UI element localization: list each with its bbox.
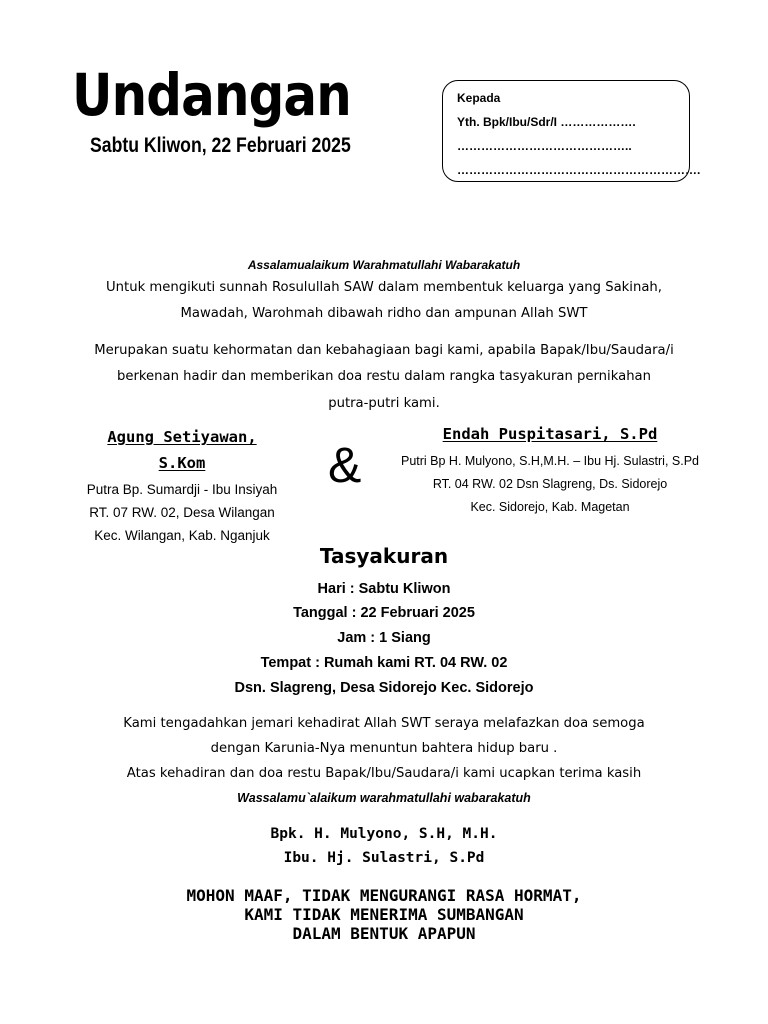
opening-paragraph-2-line-1: Merupakan suatu kehormatan dan kebahagiaan bagi kami, apabila Bapak/Ibu/Saudara/i: [94, 343, 674, 358]
groom-name-line-2: S.Kom: [158, 454, 206, 472]
opening-paragraph-1-line-2: Mawadah, Warohmah dibawah ridho dan ampunan Allah SWT: [180, 306, 588, 321]
groom-parents: Putra Bp. Sumardji - Ibu Insiyah: [86, 482, 278, 497]
host-father: Bpk. H. Mulyono, S.H, M.H.: [270, 826, 498, 842]
groom-name-line-1: Agung Setiyawan,: [107, 428, 257, 446]
event-place-line-1: Tempat : Rumah kami RT. 04 RW. 02: [260, 655, 508, 671]
bride-parents: Putri Bp H. Mulyono, S.H,M.H. – Ibu Hj. Sulastri, S.Pd: [400, 454, 700, 468]
groom-address-2: Kec. Wilangan, Kab. Nganjuk: [94, 528, 270, 543]
closing-line-2: dengan Karunia-Nya menuntun bahtera hidup baru .: [210, 741, 558, 756]
groom-address-1: RT. 07 RW. 02, Desa Wilangan: [89, 505, 275, 520]
bride-block: [380, 424, 720, 519]
recipient-label: Kepada: [457, 91, 501, 105]
closing-farewell: Wassalamu`alaikum warahmatullahi wabarakatuh: [237, 791, 531, 805]
opening-paragraph-2-line-3: putra-putri kami.: [328, 396, 440, 411]
event-day: Hari : Sabtu Kliwon: [317, 581, 451, 597]
event-place-line-2: Dsn. Slagreng, Desa Sidorejo Kec. Sidorejo: [234, 680, 534, 696]
notice-line-3: DALAM BENTUK APAPUN: [292, 924, 476, 943]
event-time: Jam : 1 Siang: [337, 630, 431, 646]
groom-block: [62, 424, 302, 547]
recipient-line-1: Yth. Bpk/Ibu/Sdr/I ……………….: [457, 115, 636, 129]
bride-address-1: RT. 04 RW. 02 Dsn Slagreng, Ds. Sidorejo: [432, 477, 668, 491]
closing-line-3: Atas kehadiran dan doa restu Bapak/Ibu/Saudara/i kami ucapkan terima kasih: [126, 766, 642, 781]
notice-line-2: KAMI TIDAK MENERIMA SUMBANGAN: [244, 905, 524, 924]
invitation-title: Undangan: [72, 61, 351, 129]
event-date: Tanggal : 22 Februari 2025: [293, 605, 475, 621]
bride-name: Endah Puspitasari, S.Pd: [442, 425, 658, 443]
opening-paragraph-2-line-2: berkenan hadir dan memberikan doa restu dalam rangka tasyakuran pernikahan: [116, 369, 651, 384]
event-date-heading: Sabtu Kliwon, 22 Februari 2025: [90, 134, 351, 157]
recipient-box: [442, 80, 701, 182]
recipient-line-3: …………………………………………………….: [457, 163, 701, 177]
ampersand-symbol: &: [328, 437, 362, 493]
recipient-line-2: ……………………………………..: [457, 139, 632, 153]
opening-paragraph-1-line-1: Untuk mengikuti sunnah Rosulullah SAW dalam membentuk keluarga yang Sakinah,: [106, 280, 662, 295]
opening-greeting: Assalamualaikum Warahmatullahi Wabarakatuh: [247, 258, 521, 272]
notice-line-1: MOHON MAAF, TIDAK MENGURANGI RASA HORMAT,: [186, 886, 582, 905]
closing-line-1: Kami tengadahkan jemari kehadirat Allah SWT seraya melafazkan doa semoga: [123, 716, 645, 731]
event-heading: Tasyakuran: [319, 544, 449, 568]
host-mother: Ibu. Hj. Sulastri, S.Pd: [283, 850, 485, 866]
bride-address-2: Kec. Sidorejo, Kab. Magetan: [470, 500, 630, 514]
